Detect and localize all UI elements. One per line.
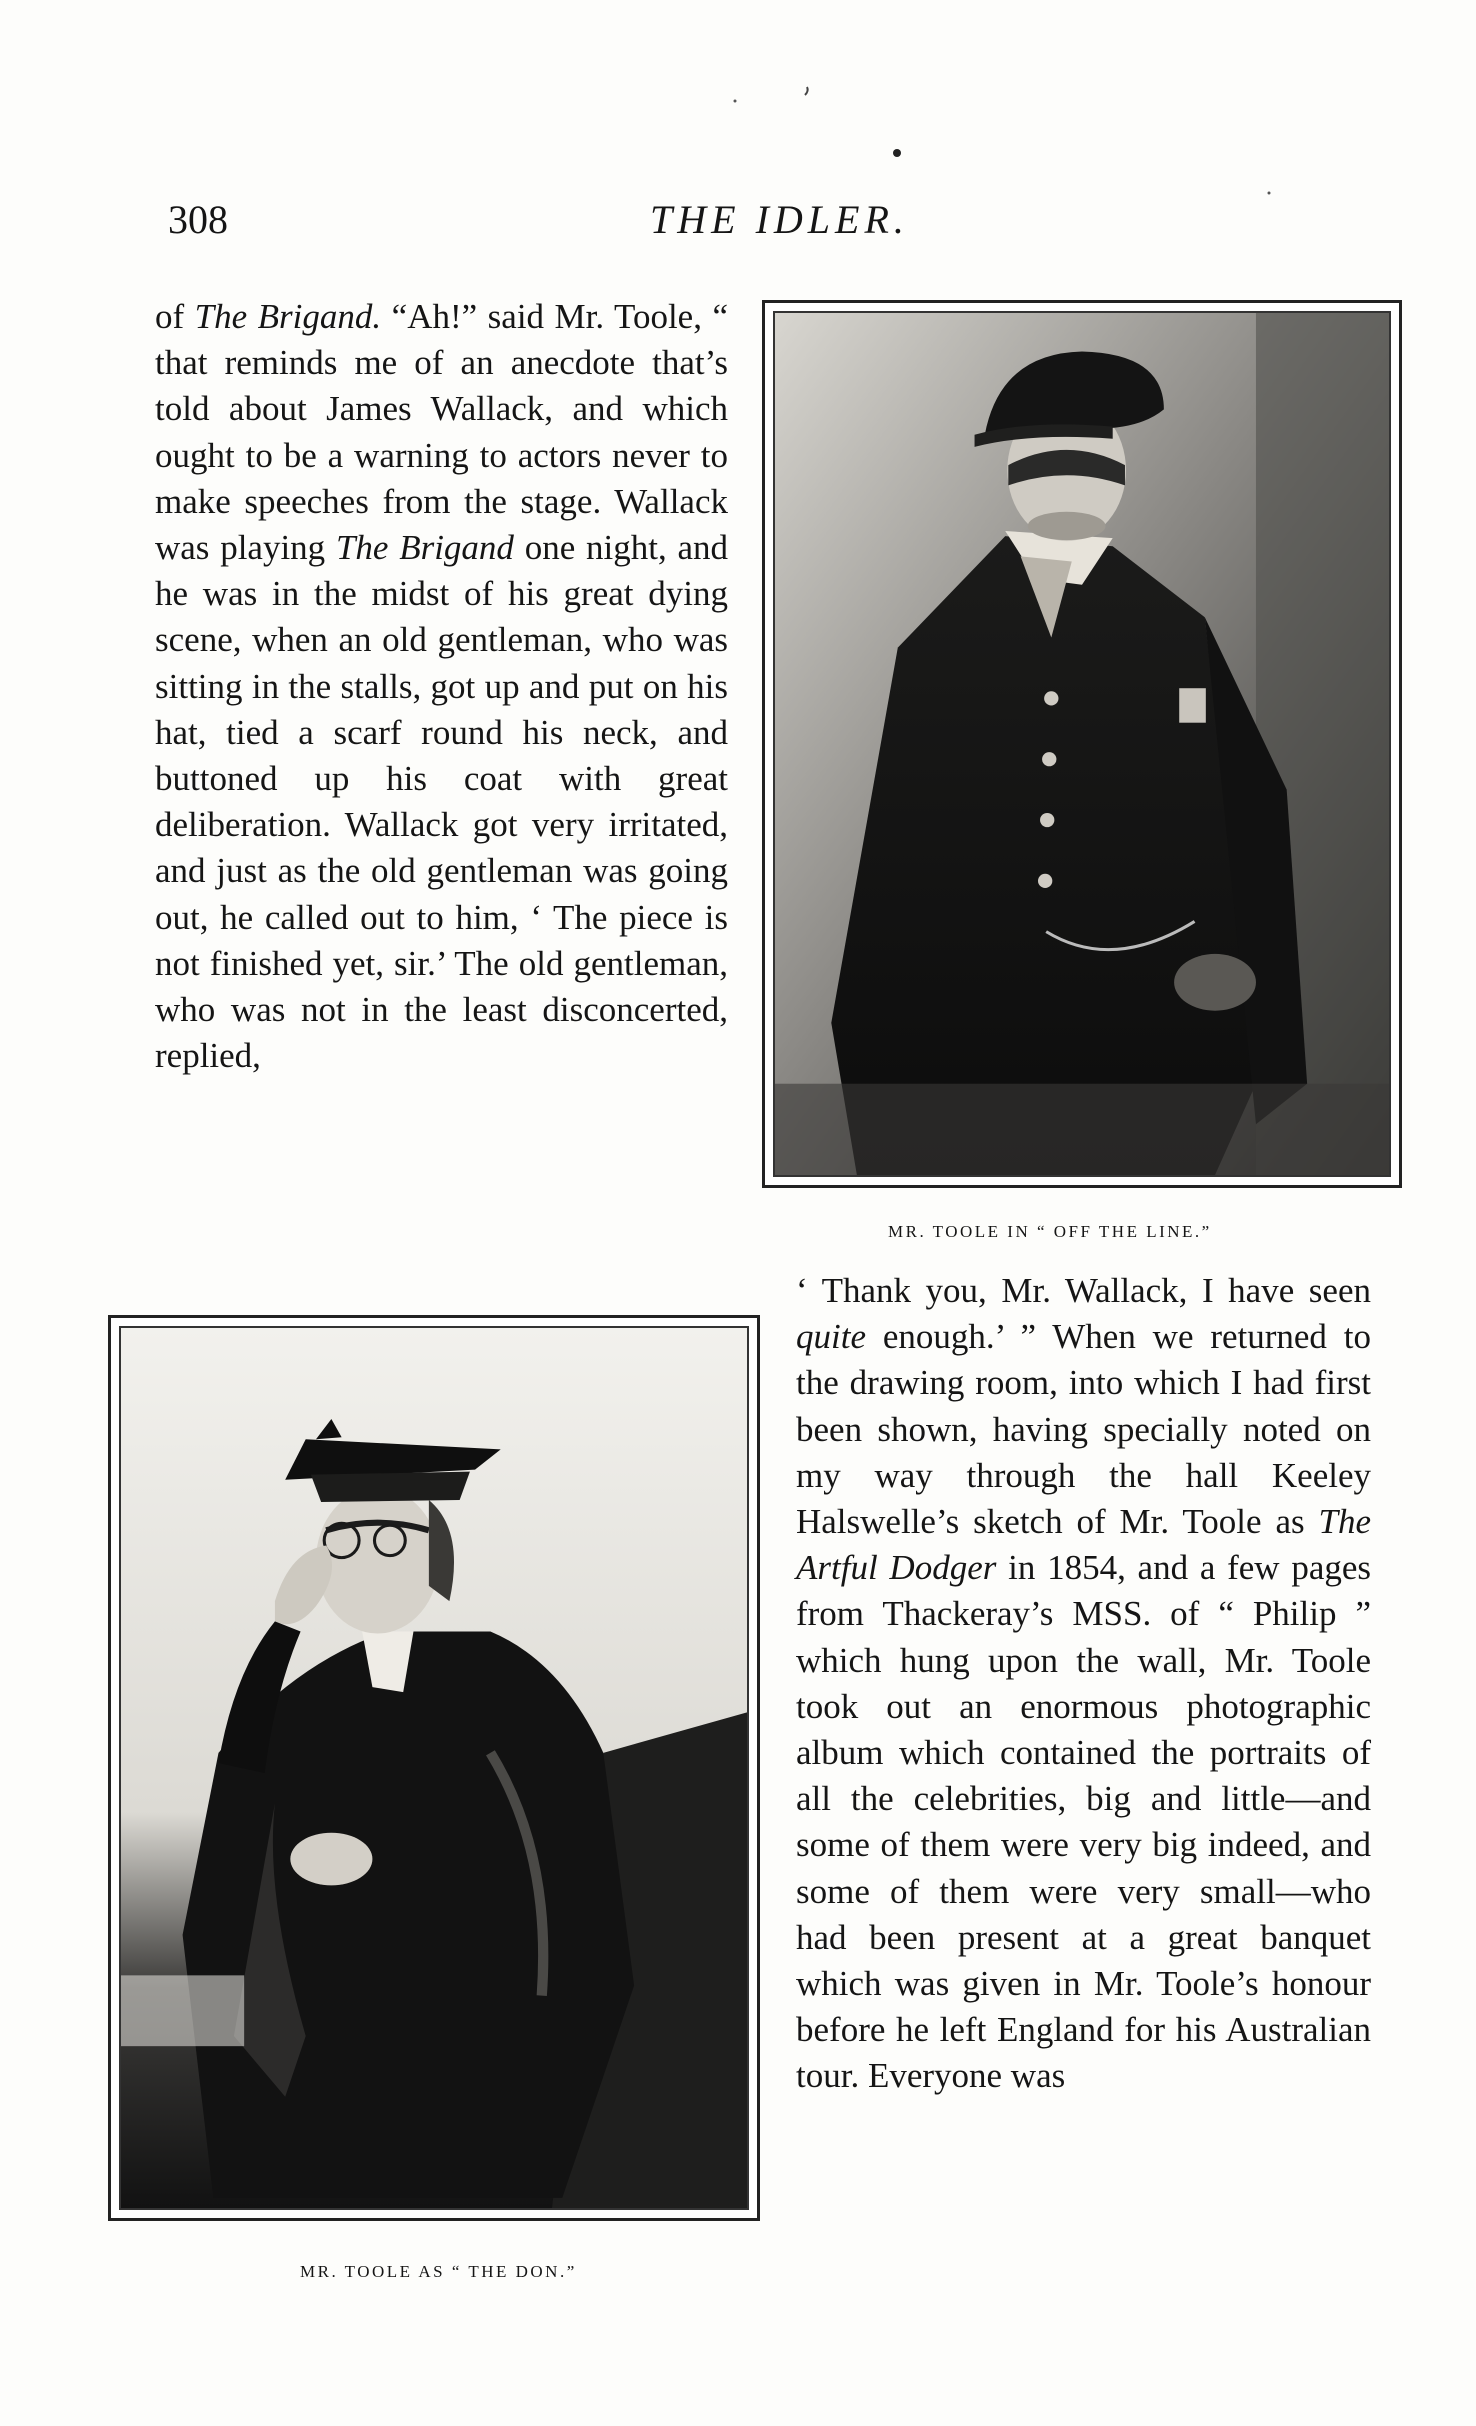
running-head: THE IDLER. [650,197,909,242]
text-segment: “Ah!” said Mr. Toole, “ that reminds me of an anecdote that’s told about James Wallack, and which ought to be a warning to actors never to make speeches from the stage. Wallack was playing [155,297,728,568]
text-segment: of [155,297,195,336]
text-segment: one night, and he was in the midst of his great dying scene, when an old gentleman, who was sitting in the stalls, got up and put on his hat, tied a scarf round his neck, and buttoned up his coat with great deliberation. Wallack got very irritated, and just as the old gentleman was going out, he called out to him, ‘ The piece is not finished yet, sir.’ The old gentleman, who was not in the least disconcerted, replied, [155,528,728,1076]
figure-caption-the-don: MR. TOOLE AS “ THE DON.” [300,2262,577,2281]
photo-the-don [108,1315,760,2221]
italic-title: The Brigand [335,528,514,568]
page-number: 308 [168,197,228,242]
body-text-left-column [155,294,728,1079]
text-segment: in 1854, and a few pages from Thackeray’s MSS. of “ Philip ” which hung upon the wall, Mr. Toole took out an enormous photographic album which contained the portraits of all the celebrities, big and little—and some of them were very big indeed, and some of them were very small—who had been present at a great banquet which was given in Mr. Toole’s honour before he left England for his Australian tour. Everyone was [796,1548,1372,2096]
toole-the-don-photo [121,1328,747,2208]
text-segment: enough.’ ” When we returned to the drawing room, into which I had first been shown, having specially noted on my way through the hall Keeley Halswelle’s sketch of Mr. Toole as [796,1317,1371,1542]
italic-title: The Brigand. [194,297,382,336]
photo-off-the-line [762,300,1402,1188]
text-segment: ‘ Thank you, Mr. Wallack, I have seen [796,1271,1371,1310]
italic-word: quite [796,1317,866,1357]
italic-title: The Artful Dodger [796,1502,1371,1588]
body-text-right-column [796,1268,1371,2100]
toole-off-the-line-photo [775,313,1389,1175]
figure-caption-off-the-line: MR. TOOLE IN “ OFF THE LINE.” [888,1222,1212,1241]
